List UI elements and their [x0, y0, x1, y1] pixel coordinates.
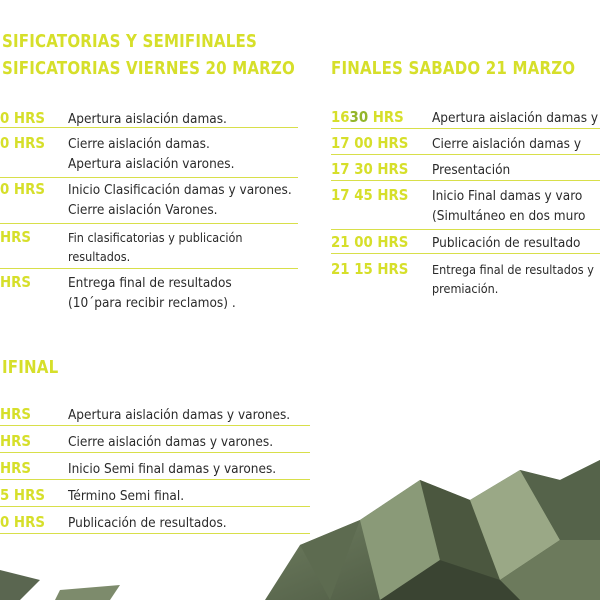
row-description — [68, 273, 236, 313]
schedule-row — [331, 233, 600, 254]
row-description-line: Apertura aislación damas. — [68, 111, 227, 127]
row-description-line: premiación. — [432, 281, 499, 296]
schedule-row — [0, 459, 310, 480]
schedule-row — [0, 486, 310, 507]
row-description — [68, 432, 273, 452]
schedule-row — [331, 186, 600, 230]
row-time: 21 15 HRS — [331, 260, 409, 278]
row-time-minutes: 30 — [349, 108, 369, 126]
row-description-line: (10´para recibir reclamos) . — [68, 295, 236, 311]
schedule-row — [331, 134, 600, 155]
row-description-line: Cierre aislación Varones. — [68, 202, 218, 218]
semifinal-heading: IFINAL — [2, 358, 59, 378]
row-description-line: Apertura aislación varones. — [68, 156, 235, 172]
row-description — [432, 186, 586, 226]
schedule-row — [0, 432, 310, 453]
clasificatorias-heading-line1: SIFICATORIAS Y SEMIFINALES — [2, 32, 257, 52]
schedule-row — [0, 513, 310, 534]
row-time: HRS — [0, 228, 32, 246]
row-description-line: Cierre aislación damas y varones. — [68, 434, 274, 450]
row-description-line: resultados. — [68, 249, 131, 264]
row-time: 0 HRS — [0, 180, 45, 198]
schedule-row — [331, 160, 600, 181]
row-description — [68, 109, 227, 129]
schedule-row — [0, 109, 298, 128]
row-description-line: Publicación de resultado — [432, 235, 581, 251]
row-time: 21 00 HRS — [331, 233, 409, 251]
row-time: 0 HRS — [0, 109, 45, 127]
row-description — [68, 228, 243, 266]
row-description — [68, 459, 276, 479]
row-description — [432, 108, 598, 128]
row-time: HRS — [0, 459, 32, 477]
row-description — [432, 134, 581, 154]
row-description-line: Entrega final de resultados y — [432, 262, 594, 277]
row-time: 0 HRS — [0, 513, 45, 531]
schedule-row — [331, 108, 600, 129]
row-description — [68, 405, 290, 425]
row-description-line: Término Semi final. — [68, 488, 185, 504]
row-time: HRS — [0, 405, 32, 423]
row-description-line: Cierre aislación damas y — [432, 136, 582, 152]
schedule-row — [331, 260, 600, 302]
row-time: HRS — [0, 432, 32, 450]
finales-heading: FINALES SABADO 21 MARZO — [331, 59, 576, 79]
row-time: 17 00 HRS — [331, 134, 409, 152]
row-time: HRS — [0, 273, 32, 291]
schedule-row — [0, 273, 298, 315]
clasificatorias-heading-line2: SIFICATORIAS VIERNES 20 MARZO — [2, 59, 295, 79]
row-description-line: Apertura aislación damas y — [432, 110, 599, 126]
row-description-line: Apertura aislación damas y varones. — [68, 407, 291, 423]
row-description-line: Inicio Final damas y varo — [432, 188, 583, 204]
row-time: 0 HRS — [0, 134, 45, 152]
row-description — [432, 260, 594, 298]
row-time: 5 HRS — [0, 486, 45, 504]
row-description-line: Entrega final de resultados — [68, 275, 232, 291]
row-description — [68, 486, 184, 506]
row-description — [432, 160, 510, 180]
schedule-row — [0, 180, 298, 224]
row-description — [432, 233, 580, 253]
row-description-line: Inicio Semi final damas y varones. — [68, 461, 277, 477]
schedule-row — [0, 228, 298, 269]
row-description — [68, 134, 234, 174]
row-description — [68, 513, 227, 533]
row-description-line: Presentación — [432, 162, 511, 178]
row-description — [68, 180, 292, 220]
row-description-line: Fin clasificatorias y publicación — [68, 230, 243, 245]
row-description-line: Publicación de resultados. — [68, 515, 227, 531]
row-description-line: Inicio Clasificación damas y varones. — [68, 182, 292, 198]
row-description-line: Cierre aislación damas. — [68, 136, 210, 152]
row-time-hours: 16 — [331, 108, 350, 126]
row-time: 17 30 HRS — [331, 160, 409, 178]
schedule-row — [0, 405, 310, 426]
row-time: 17 45 HRS — [331, 186, 409, 204]
schedule-row — [0, 134, 298, 178]
row-description-line: (Simultáneo en dos muro — [432, 208, 586, 224]
row-time — [331, 108, 404, 126]
row-time-suffix: HRS — [368, 108, 404, 126]
